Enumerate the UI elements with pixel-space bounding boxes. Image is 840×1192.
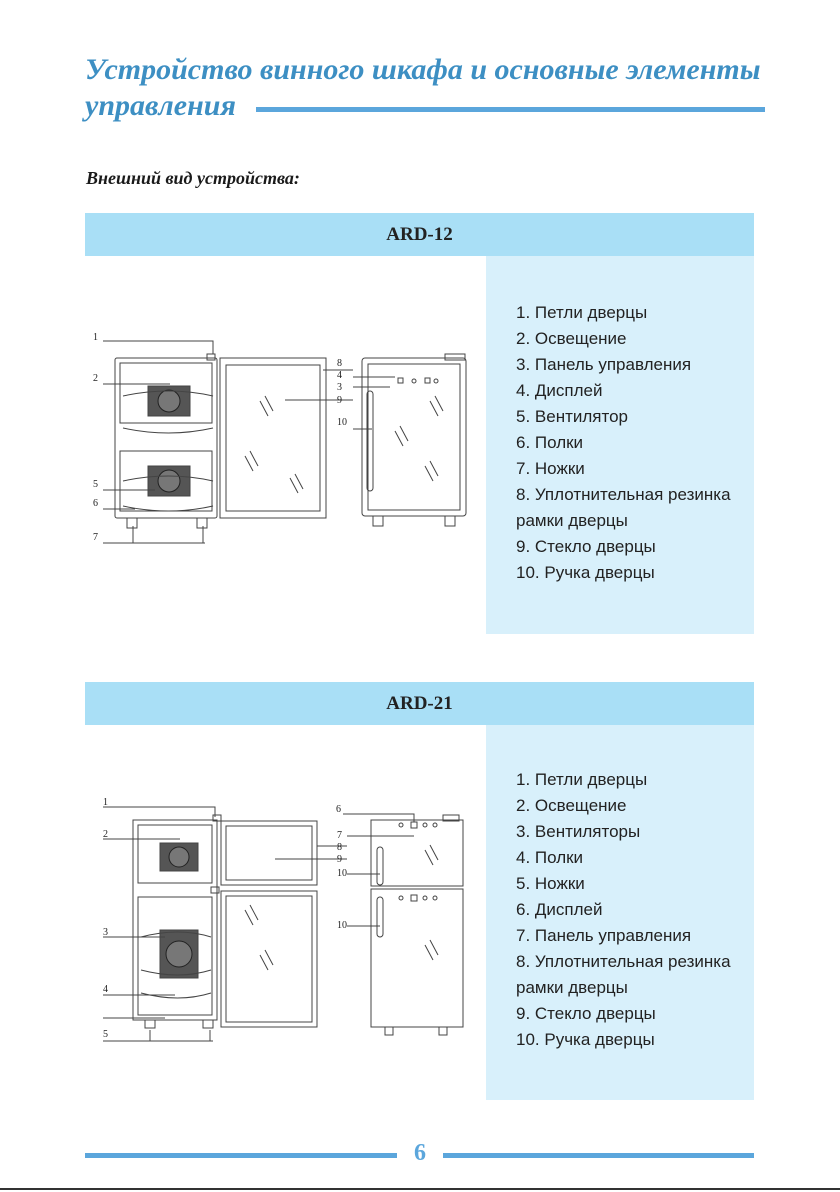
callout-3: 3 xyxy=(103,927,108,938)
callout-2: 2 xyxy=(103,829,108,840)
list-item: 8. Уплотнительная резинка рамки дверцы xyxy=(516,952,731,997)
list-item: 7. Ножки xyxy=(516,459,585,478)
list-item: 5. Вентилятор xyxy=(516,407,628,426)
callout-10: 10 xyxy=(337,920,347,931)
list-item: 9. Стекло дверцы xyxy=(516,1004,656,1023)
parts-list-ard12 xyxy=(516,300,746,586)
callout-9: 9 xyxy=(337,854,342,865)
callout-10: 10 xyxy=(337,868,347,879)
callout-3: 3 xyxy=(337,382,342,393)
list-item: 1. Петли дверцы xyxy=(516,770,648,789)
callout-2: 2 xyxy=(93,373,98,384)
diagram-ard12 xyxy=(85,256,485,634)
list-item: 3. Вентиляторы xyxy=(516,822,641,841)
list-item: 8. Уплотнительная резинка рамки дверцы xyxy=(516,485,731,530)
callout-9: 9 xyxy=(337,395,342,406)
callout-5: 5 xyxy=(93,479,98,490)
model-header-ard12: ARD-12 xyxy=(85,213,754,256)
callout-10: 10 xyxy=(337,417,347,428)
callout-7: 7 xyxy=(93,532,98,543)
callout-5: 5 xyxy=(103,1029,108,1040)
list-item: 7. Панель управления xyxy=(516,926,692,945)
footer-rule-left xyxy=(85,1153,397,1158)
callout-7: 7 xyxy=(337,830,342,841)
page-number: 6 xyxy=(414,1140,426,1166)
list-item: 4. Дисплей xyxy=(516,381,603,400)
list-item: 2. Освещение xyxy=(516,796,627,815)
list-item: 6. Дисплей xyxy=(516,900,603,919)
footer-rule-right xyxy=(443,1153,754,1158)
list-item: 10. Ручка дверцы xyxy=(516,563,655,582)
page-title xyxy=(85,52,765,124)
list-item: 6. Полки xyxy=(516,433,584,452)
callout-8: 8 xyxy=(337,842,342,853)
callout-1: 1 xyxy=(103,797,108,808)
list-item: 4. Полки xyxy=(516,848,584,867)
spec-panel-ard21 xyxy=(486,725,754,1100)
section-subtitle: Внешний вид устройства: xyxy=(86,168,300,188)
page-title-line2-row xyxy=(85,88,765,124)
model-header-ard21: ARD-21 xyxy=(85,682,754,725)
list-item: 1. Петли дверцы xyxy=(516,303,648,322)
list-item: 10. Ручка дверцы xyxy=(516,1030,655,1049)
page-bottom-border xyxy=(0,1188,840,1190)
parts-list-ard21 xyxy=(516,767,746,1053)
list-item: 3. Панель управления xyxy=(516,355,692,374)
list-item: 2. Освещение xyxy=(516,329,627,348)
list-item: 5. Ножки xyxy=(516,874,585,893)
callout-6: 6 xyxy=(93,498,98,509)
title-divider xyxy=(256,107,765,112)
callout-4: 4 xyxy=(103,984,108,995)
callout-1: 1 xyxy=(93,332,98,343)
page-title-line2: управления xyxy=(85,89,236,122)
diagram-ard21 xyxy=(85,725,485,1100)
list-item: 9. Стекло дверцы xyxy=(516,537,656,556)
page-title-line1: Устройство винного шкафа и основные элементы xyxy=(85,53,761,86)
spec-panel-ard12 xyxy=(486,256,754,634)
callout-6: 6 xyxy=(336,804,341,815)
callout-4: 4 xyxy=(337,370,342,381)
callout-8: 8 xyxy=(337,358,342,369)
